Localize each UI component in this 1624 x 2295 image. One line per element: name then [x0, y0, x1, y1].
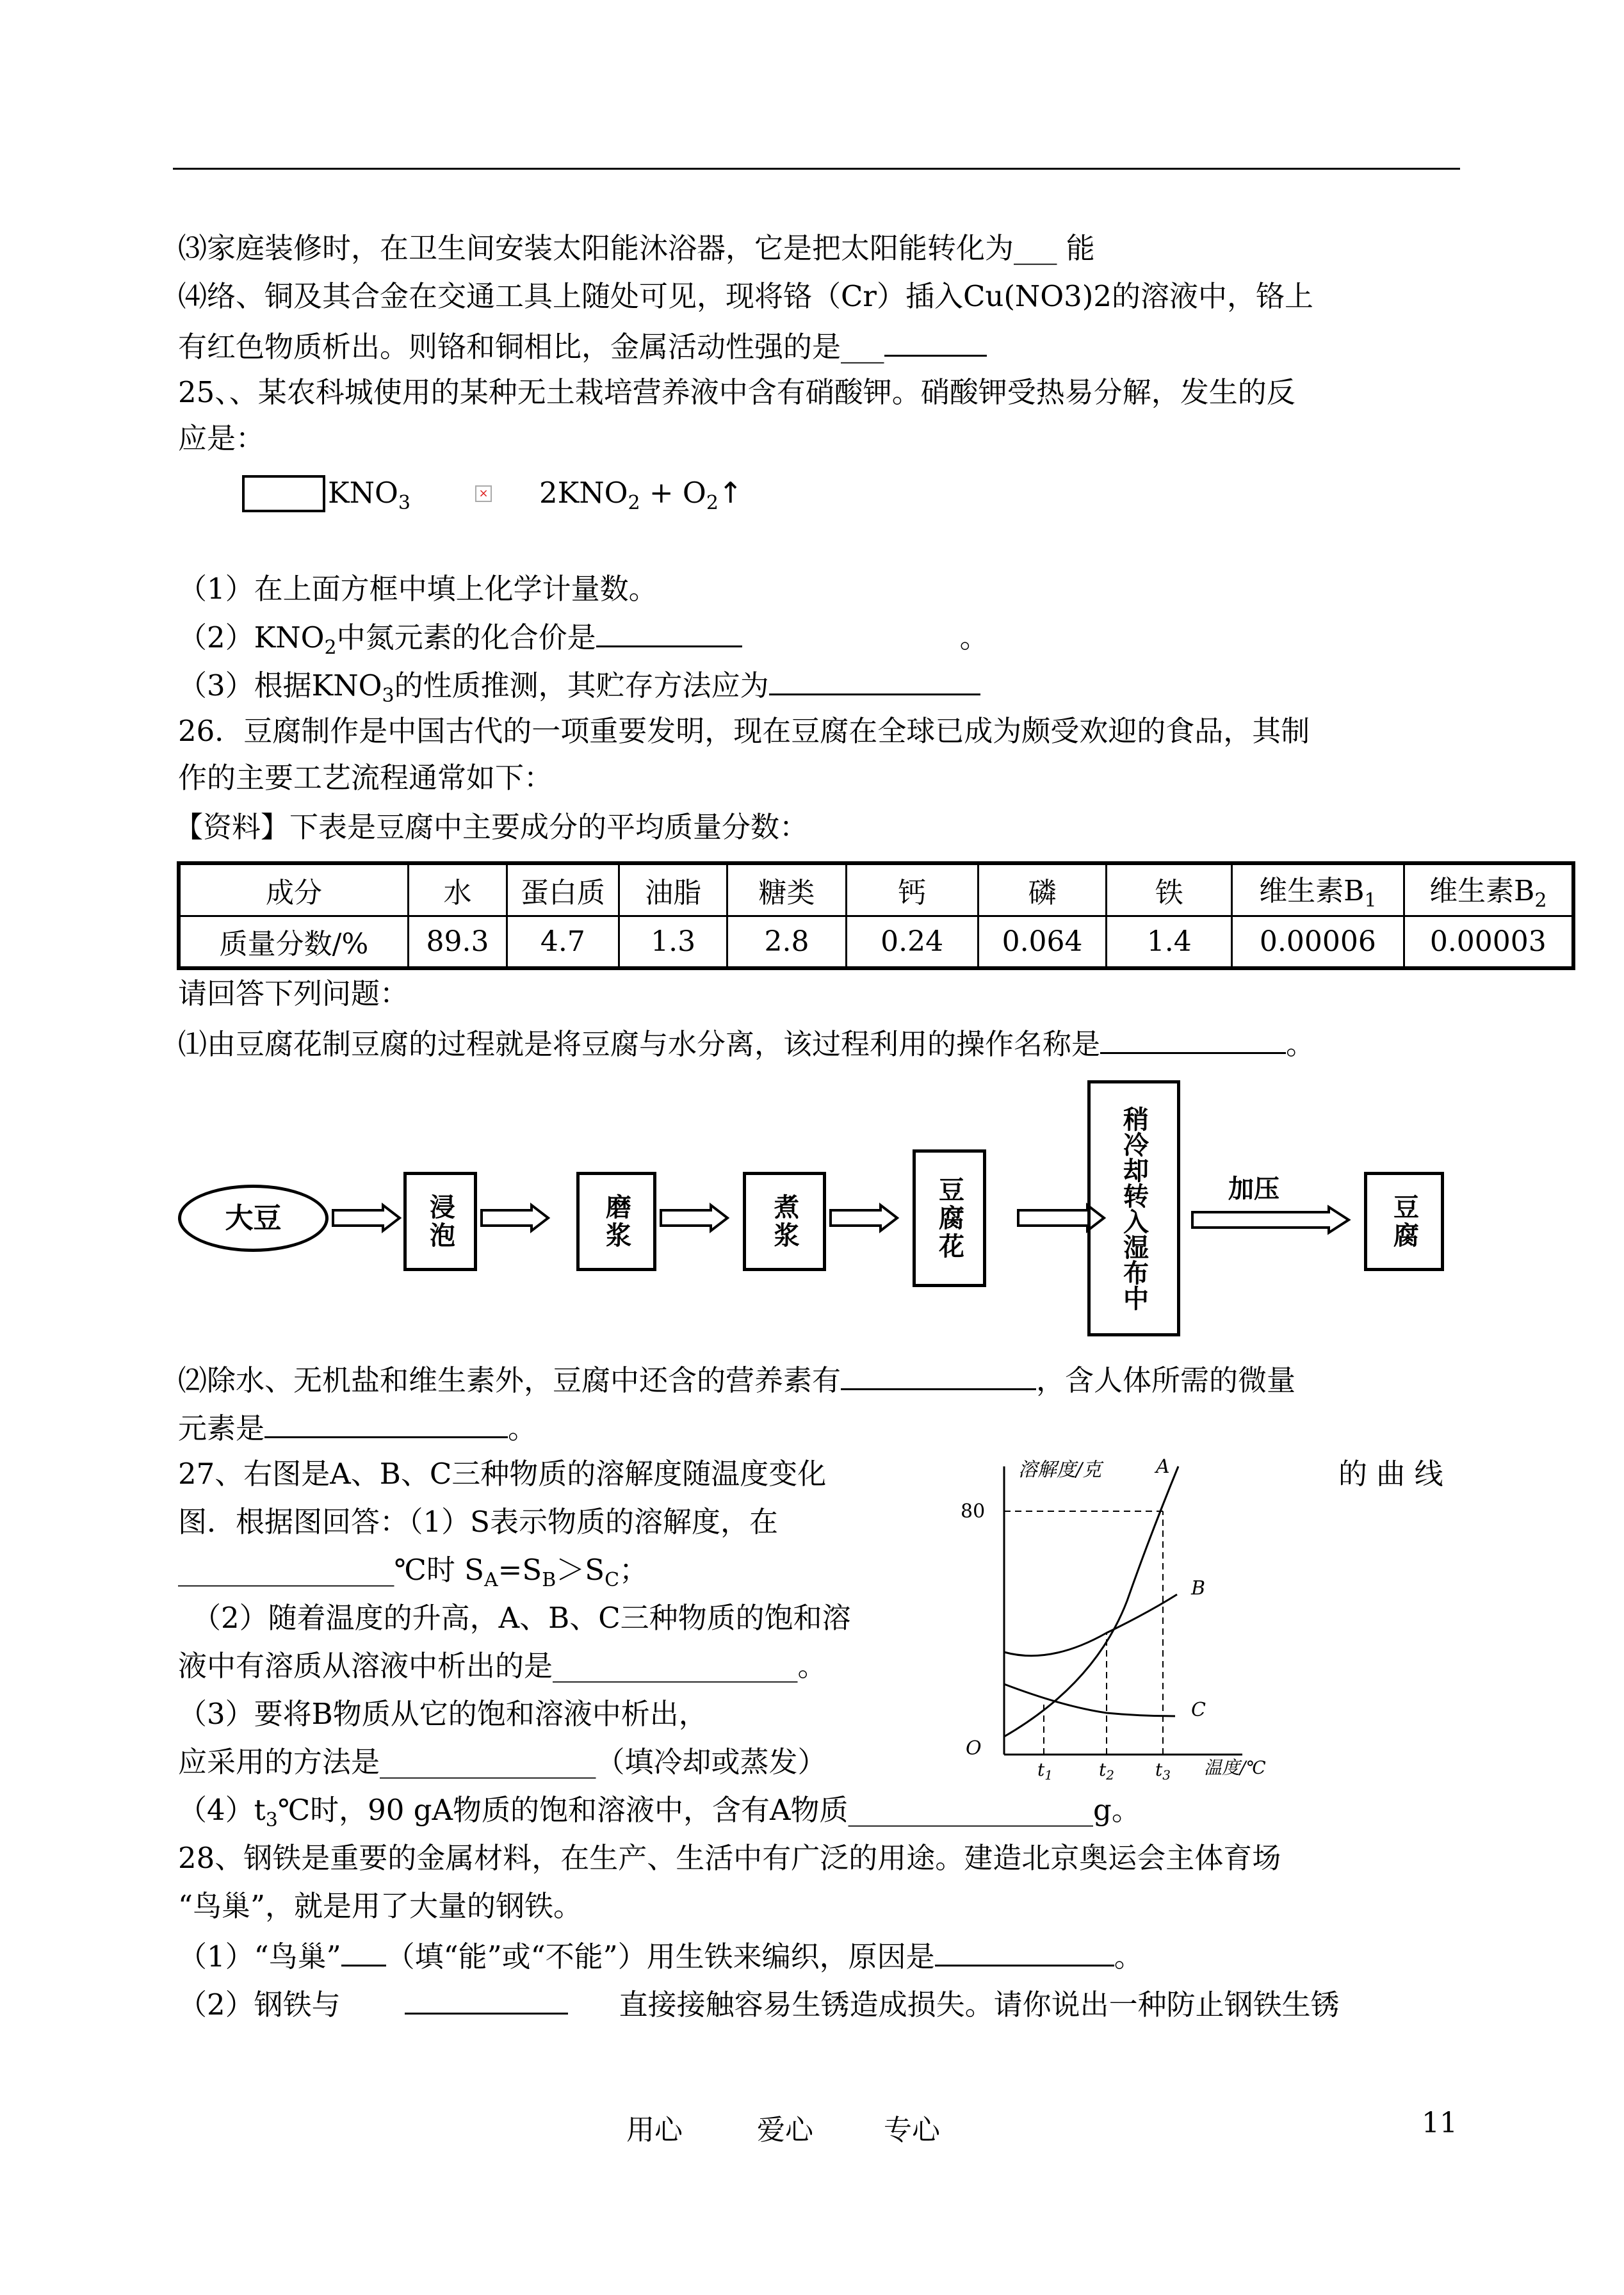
table-cell: 油脂: [619, 863, 727, 916]
q27-line-2: 图．根据图回答：（1）S表示物质的溶解度，在: [178, 1505, 778, 1539]
origin-label: O: [966, 1737, 982, 1760]
header-rule: [173, 168, 1460, 170]
q26-line-1: 26．豆腐制作是中国古代的一项重要发明，现在豆腐在全球已成为颇受欢迎的食品，其制: [178, 714, 1310, 748]
table-cell: 磷: [978, 863, 1107, 916]
flow-node-curd: 豆腐花: [913, 1149, 986, 1287]
page-number: 11: [1422, 2107, 1458, 2139]
arrow-icon: [480, 1204, 551, 1232]
curve-b-label: B: [1191, 1577, 1206, 1600]
table-cell: 0.00003: [1404, 916, 1573, 968]
table-cell: 89.3: [408, 916, 507, 968]
q27-sub-1: _______________℃时 $S_A=S_B>S_C$；: [178, 1553, 649, 1591]
table-cell: 成分: [179, 863, 408, 916]
answer-blank[interactable]: [264, 1407, 508, 1438]
q27-line-1: 27、右图是A、B、C三种物质的溶解度随温度变化: [178, 1457, 827, 1491]
q27-sub-4: $(4)t_3℃$时，90 gA物质的饱和溶液中，含有A物质_________________g。: [178, 1793, 1141, 1831]
text-line-4-cont: [178, 325, 987, 366]
arrow-icon: [660, 1204, 730, 1232]
answer-blank[interactable]: [935, 1935, 1114, 1967]
table-cell: 糖类: [727, 863, 846, 916]
arrow-icon: [332, 1204, 402, 1232]
answer-blank[interactable]: [884, 325, 987, 357]
table-cell: 2.8: [727, 916, 846, 968]
text-line-4: ⑷络、铜及其合金在交通工具上随处可见，现将铬（Cr）插入Cu(NO3)2的溶液中，铬上: [178, 279, 1313, 313]
q25-line-1: 25、、某农科城使用的某种无土栽培营养液中含有硝酸钾。硝酸钾受热易分解，发生的反: [178, 375, 1295, 409]
q25-sub-3: （3）根据$KNO_3$的性质推测，其贮存方法应为: [178, 664, 980, 715]
q27-sub-2-cont: 液中有溶质从溶液中析出的是_________________。: [178, 1649, 827, 1683]
q26-sub-2-cont: 元素是 。: [178, 1407, 537, 1448]
q27-sub-3: （3）要将B物质从它的饱和溶液中析出，: [178, 1697, 708, 1731]
curve-c: [1004, 1684, 1175, 1716]
curve-c-label: C: [1191, 1699, 1206, 1721]
flow-node-boil: 煮浆: [743, 1172, 826, 1271]
answer-blank[interactable]: [596, 616, 742, 647]
table-cell: 质量分数/%: [179, 916, 408, 968]
table-cell: 铁: [1107, 863, 1232, 916]
answer-blank[interactable]: [841, 1359, 1036, 1390]
flow-node-grind: 磨浆: [576, 1172, 656, 1271]
q26-info: 【资料】下表是豆腐中主要成分的平均质量分数：: [174, 810, 809, 844]
table-cell: 4.7: [507, 916, 619, 968]
y-axis-label: 溶解度/克: [1018, 1459, 1102, 1481]
table-cell: 0.064: [978, 916, 1107, 968]
table-cell: 蛋白质: [507, 863, 619, 916]
curve-a-label: A: [1156, 1456, 1170, 1478]
text: 有红色物质析出。则铬和铜相比，金属活动性强的是___: [178, 330, 884, 364]
kno3: $KNO_3$: [328, 476, 410, 514]
q28-line-2: “鸟巢”，就是用了大量的钢铁。: [178, 1889, 583, 1923]
answer-blank[interactable]: [405, 1983, 568, 2015]
footer-text-2: 爱心: [757, 2114, 813, 2146]
tofu-process-flowchart: [173, 1079, 1447, 1338]
heat-condition-icon: ×: [475, 485, 492, 502]
text-line-3: ⑶家庭装修时，在卫生间安装太阳能沐浴器，它是把太阳能转化为___ 能: [178, 231, 1095, 265]
t1-tick-label: $t_1$: [1037, 1759, 1053, 1783]
solubility-chart: [954, 1454, 1313, 1783]
q26-prompt: 请回答下列问题：: [178, 977, 409, 1010]
q26-sub-1: ⑴由豆腐花制豆腐的过程就是将豆腐与水分离，该过程利用的操作名称是 。: [178, 1023, 1315, 1064]
q27-sub-3-cont: 应采用的方法是_______________（填冷却或蒸发）: [178, 1745, 827, 1779]
curve-a: [1004, 1466, 1178, 1737]
table-cell: 钙: [846, 863, 978, 916]
q28-sub-2: （2）钢铁与 直接接触容易生锈造成损失。请你说出一种防止钢铁生锈: [178, 1983, 1340, 2024]
q28-line-1: 28、钢铁是重要的金属材料，在生产、生活中有广泛的用途。建造北京奥运会主体育场: [178, 1841, 1281, 1875]
t3-tick-label: $t_3$: [1155, 1759, 1171, 1783]
table-cell: 1.3: [619, 916, 727, 968]
table-header-row: [179, 863, 1573, 916]
table-cell: 水: [408, 863, 507, 916]
footer-text-3: 专心: [884, 2114, 940, 2146]
flow-node-soak: 浸泡: [403, 1172, 477, 1271]
q25-sub-1: （1）在上面方框中填上化学计量数。: [178, 572, 658, 606]
flow-node-cool: 稍冷却转入湿布中: [1087, 1080, 1180, 1336]
equation: [0, 474, 832, 512]
table-cell: 0.24: [846, 916, 978, 968]
nutrition-table: [177, 861, 1575, 970]
arrow-icon: [1191, 1206, 1351, 1234]
table-row: [179, 916, 1573, 968]
q27-line-1-end: 的 曲 线: [1338, 1457, 1443, 1491]
table-cell: 0.00006: [1232, 916, 1404, 968]
table-cell: 维生素$B_1$: [1232, 863, 1404, 916]
answer-blank[interactable]: [1100, 1023, 1286, 1054]
q28-sub-1: （1）“鸟巢” （填“能”或“不能”）用生铁来编织，原因是 。: [178, 1935, 1143, 1976]
q25-line-2: 应是：: [178, 421, 265, 455]
x-axis-label: 温度/℃: [1204, 1757, 1266, 1778]
table-cell: 维生素$B_2$: [1404, 863, 1573, 916]
answer-blank[interactable]: [341, 1935, 386, 1967]
flow-label-press: 加压: [1228, 1174, 1279, 1204]
coefficient-box[interactable]: [242, 475, 325, 512]
products: $2KNO_2$ + $O_2↑$: [539, 476, 743, 514]
q26-sub-2: ⑵除水、无机盐和维生素外，豆腐中还含的营养素有 ，含人体所需的微量: [178, 1359, 1295, 1400]
curve-b: [1004, 1594, 1177, 1656]
y-tick-label: 80: [961, 1500, 986, 1523]
arrow-icon: [829, 1204, 900, 1232]
q27-sub-2: （2）随着温度的升高，A、B、C三种物质的饱和溶: [192, 1601, 851, 1635]
flow-node-soybean: 大豆: [178, 1185, 329, 1252]
footer-text-1: 用心: [626, 2114, 683, 2146]
q26-line-2: 作的主要工艺流程通常如下：: [178, 761, 553, 795]
answer-blank[interactable]: [769, 664, 980, 695]
table-cell: 1.4: [1107, 916, 1232, 968]
q25-sub-2: $(2)KNO_2$中氮元素的化合价是 。: [178, 616, 989, 667]
t2-tick-label: $t_2$: [1099, 1759, 1114, 1783]
flow-node-tofu: 豆腐: [1364, 1172, 1444, 1271]
